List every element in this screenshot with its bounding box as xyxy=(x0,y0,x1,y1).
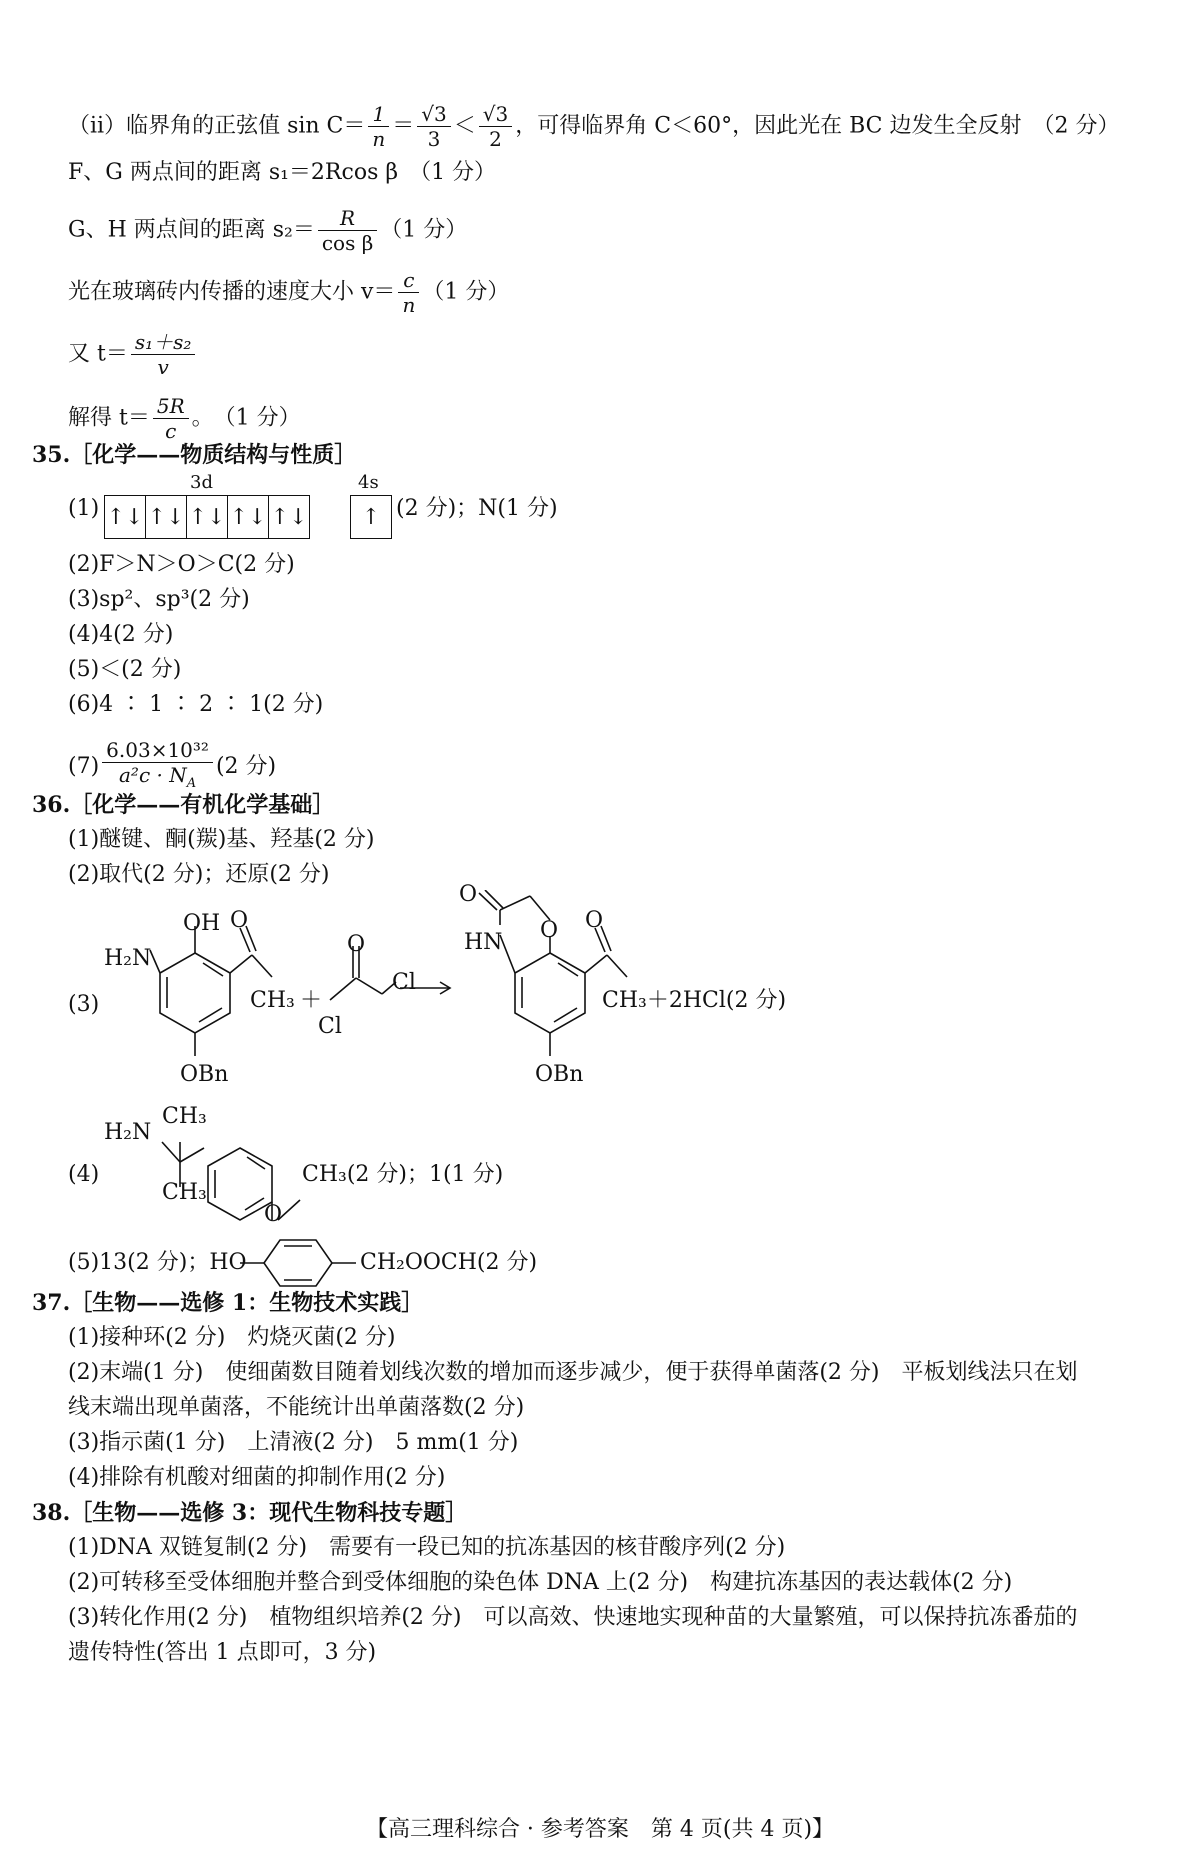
chloroacetyl-cl2: Cl xyxy=(318,1014,342,1039)
text: 又 t＝ xyxy=(68,341,128,367)
structure-5-ring xyxy=(240,1236,360,1290)
numerator: R xyxy=(318,206,377,231)
text: (7) xyxy=(68,754,100,779)
q35-answer-4: (4)4(2 分) xyxy=(68,622,174,647)
q38-answer-3-l1: (3)转化作用(2 分) 植物组织培养(2 分) 可以高效、快速地实现种苗的大量繁殖，可以保持抗冻番茄的 xyxy=(68,1605,1078,1630)
product-ch3-tail: CH₃＋2HCl(2 分) xyxy=(602,988,787,1013)
numerator: c xyxy=(398,268,419,293)
q35-answer-7 xyxy=(68,738,276,796)
orbital-box: ↑ xyxy=(361,504,381,530)
q35-answer-2: (2)F＞N＞O＞C(2 分) xyxy=(68,552,295,577)
product-hn: HN xyxy=(464,930,503,955)
m4-h2n: H₂N xyxy=(104,1120,152,1145)
q35-answer-3: (3)sp²、sp³(2 分) xyxy=(68,587,250,612)
text: ，可得临界角 C＜60°，因此光在 BC 边发生全反射 （2 分） xyxy=(515,113,1120,139)
q35-label-1: (1) xyxy=(68,496,100,521)
q37-answer-2-l2: 线末端出现单菌落，不能统计出单菌落数(2 分) xyxy=(68,1395,525,1420)
orbital-4s-label: 4s xyxy=(358,472,379,493)
page-footer: 【高三理科综合 · 参考答案 第 4 页(共 4 页)】 xyxy=(365,1817,835,1842)
physics-line-5 xyxy=(68,330,198,379)
chloroacetyl-o: O xyxy=(347,932,366,957)
q38-title: 38.［生物——选修 3：现代生物科技专题］ xyxy=(32,1500,468,1526)
reactant-carbonyl-o: O xyxy=(230,908,249,933)
q38-answer-1: (1)DNA 双链复制(2 分) 需要有一段已知的抗冻基因的核苷酸序列(2 分) xyxy=(68,1535,786,1560)
orbital-box: ↑↓ xyxy=(270,504,308,530)
numerator: √3 xyxy=(479,102,512,127)
q36-answer-5-b: CH₂OOCH(2 分) xyxy=(360,1250,538,1275)
fraction xyxy=(417,102,450,151)
q36-answer-1: (1)醚键、酮(羰)基、羟基(2 分) xyxy=(68,827,375,852)
product-o-1: O xyxy=(459,882,478,907)
orbital-3d-label: 3d xyxy=(190,472,213,493)
numerator: 5R xyxy=(153,394,189,419)
orbital-4s-boxes xyxy=(350,495,392,539)
q35-answer-1-tail: (2 分)；N(1 分) xyxy=(396,496,558,521)
orbital-box: ↑↓ xyxy=(105,496,146,538)
numerator: 1 xyxy=(368,102,389,127)
fraction xyxy=(479,102,512,151)
q36-answer-5-a: (5)13(2 分)；HO xyxy=(68,1250,247,1275)
fraction xyxy=(131,330,196,379)
fraction xyxy=(368,102,389,151)
q37-answer-3: (3)指示菌(1 分) 上清液(2 分) 5 mm(1 分) xyxy=(68,1430,519,1455)
chloroacetyl-cl: Cl xyxy=(392,970,416,995)
physics-line-4 xyxy=(68,268,509,317)
q37-answer-2-l1: (2)末端(1 分) 使细菌数目随着划线次数的增加而逐步减少，便于获得单菌落(2 分) 平板划线法只在划 xyxy=(68,1360,1078,1385)
denominator: c xyxy=(165,419,177,443)
m4-o: O xyxy=(264,1202,283,1227)
benzene-ring xyxy=(515,953,585,1033)
fraction xyxy=(102,738,213,796)
physics-line-6 xyxy=(68,394,301,443)
product-carbonyl-o: O xyxy=(585,908,604,933)
product-ring-o: O xyxy=(540,918,559,943)
physics-line-1 xyxy=(68,102,1119,151)
numerator: s₁＋s₂ xyxy=(131,330,196,355)
text: 光在玻璃砖内传播的速度大小 v＝ xyxy=(68,279,396,305)
fraction xyxy=(398,268,419,317)
q35-answer-5: (5)＜(2 分) xyxy=(68,657,182,682)
denominator: v xyxy=(157,355,169,379)
physics-line-2: F、G 两点间的距离 s₁＝2Rcos β （1 分） xyxy=(68,160,497,185)
q37-answer-4: (4)排除有机酸对细菌的抑制作用(2 分) xyxy=(68,1465,446,1490)
reactant-ch3: CH₃ xyxy=(250,988,295,1013)
q37-title: 37.［生物——选修 1：生物技术实践］ xyxy=(32,1290,424,1316)
physics-line-3 xyxy=(68,206,467,255)
text: G、H 两点间的距离 s₂＝ xyxy=(68,217,315,243)
text: （ⅱ）临界角的正弦值 sin C＝ xyxy=(68,113,366,139)
orbital-3d-boxes xyxy=(104,495,310,539)
reactant-oh: OH xyxy=(183,911,221,936)
q36-answer-3-label: (3) xyxy=(68,992,100,1017)
numerator: √3 xyxy=(417,102,450,127)
text: 。 （1 分） xyxy=(191,405,301,431)
product-obn: OBn xyxy=(535,1062,584,1087)
denominator: n xyxy=(402,293,416,317)
denominator: n xyxy=(372,127,386,151)
text: 解得 t＝ xyxy=(68,405,150,431)
text: （1 分） xyxy=(380,217,468,243)
q36-title: 36.［化学——有机化学基础］ xyxy=(32,792,335,818)
orbital-box: ↑↓ xyxy=(187,496,228,538)
benzene-ring xyxy=(160,953,230,1033)
fraction xyxy=(318,206,377,255)
reactant-obn: OBn xyxy=(180,1062,229,1087)
q36-answer-2: (2)取代(2 分)；还原(2 分) xyxy=(68,862,330,887)
benzene-ring xyxy=(208,1148,272,1220)
subscript: A xyxy=(186,776,197,791)
text: ＜ xyxy=(453,113,476,139)
reactant-h2n: H₂N xyxy=(104,946,152,971)
text: （1 分） xyxy=(422,279,510,305)
denominator: 2 xyxy=(489,127,502,151)
text: (2 分) xyxy=(215,754,277,779)
orbital-box: ↑↓ xyxy=(228,496,269,538)
q38-answer-3-l2: 遗传特性(答出 1 点即可，3 分) xyxy=(68,1640,377,1665)
fraction xyxy=(153,394,189,443)
m4-ch3-a: CH₃ xyxy=(162,1104,207,1129)
q38-answer-2: (2)可转移至受体细胞并整合到受体细胞的染色体 DNA 上(2 分) 构建抗冻基因的表达载体(2 分) xyxy=(68,1570,1013,1595)
denominator: cos β xyxy=(321,231,374,255)
q36-answer-4-label: (4) xyxy=(68,1162,100,1187)
q35-title: 35.［化学——物质结构与性质］ xyxy=(32,442,357,468)
reactant-plus: ＋ xyxy=(300,988,323,1013)
numerator: 6.03×10³² xyxy=(102,738,213,763)
m4-ch3-b: CH₃ xyxy=(162,1180,207,1205)
orbital-box: ↑↓ xyxy=(146,496,187,538)
q35-answer-6: (6)4 ∶ 1 ∶ 2 ∶ 1(2 分) xyxy=(68,692,324,717)
m4-tail: CH₃(2 分)；1(1 分) xyxy=(302,1162,504,1187)
text: ＝ xyxy=(392,113,415,139)
text: a²c · N xyxy=(119,763,187,787)
q37-answer-1: (1)接种环(2 分) 灼烧灭菌(2 分) xyxy=(68,1325,396,1350)
denominator: 3 xyxy=(427,127,441,151)
